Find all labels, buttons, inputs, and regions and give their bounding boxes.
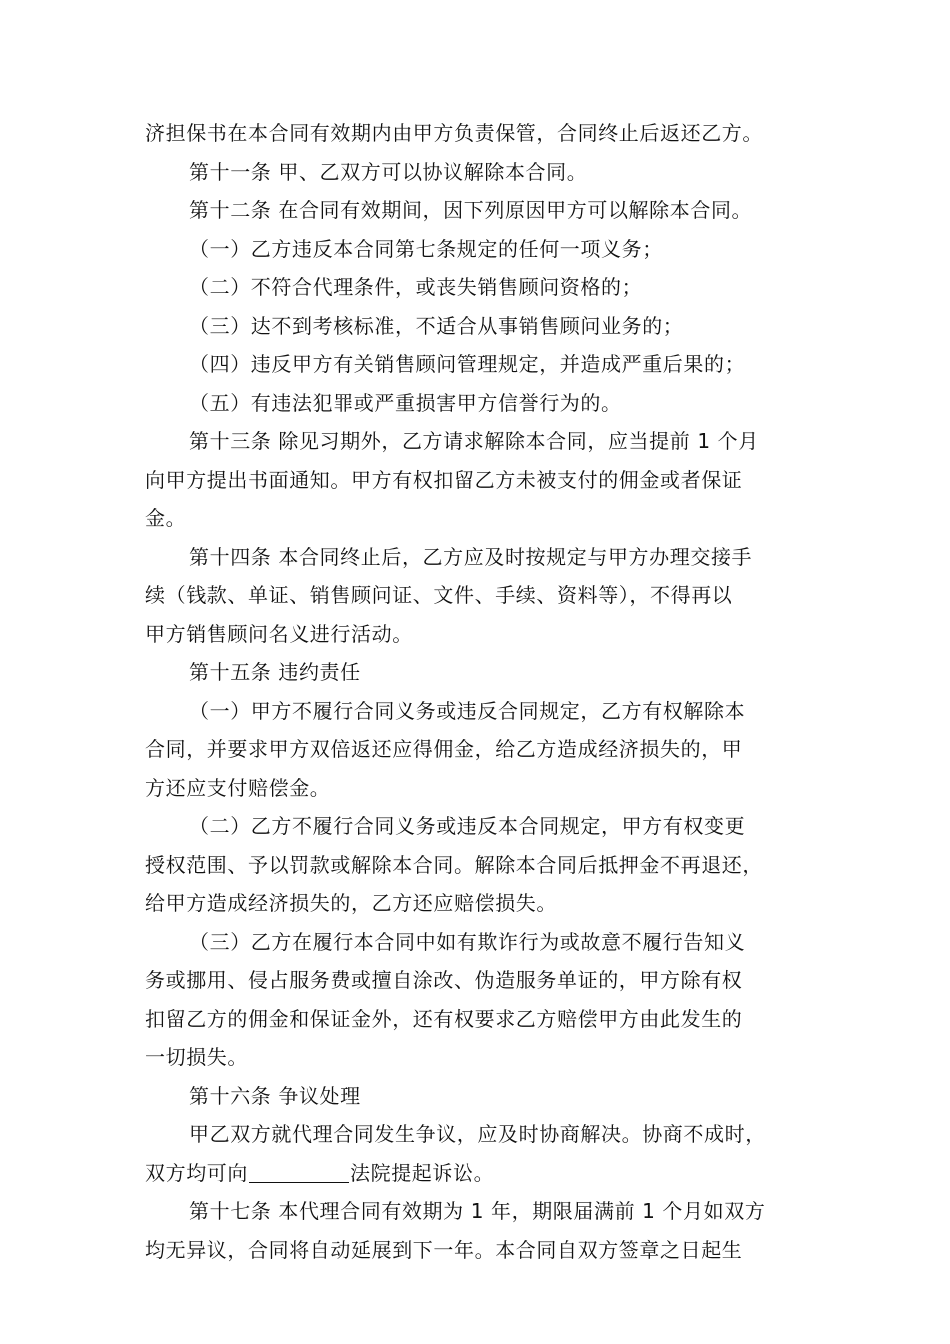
line-text: 双方均可向 — [145, 1160, 248, 1185]
text-line — [145, 653, 825, 692]
text-line — [145, 1231, 825, 1270]
line-text: 务或挪用、侵占服务费或擅自涂改、伪造服务单证的，甲方除有权 — [145, 968, 743, 992]
line-text: 向甲方提出书面通知。甲方有权扣留乙方未被支付的佣金或者保证 — [145, 467, 743, 492]
line-text: （四）违反甲方有关销售顾问管理规定，并造成严重后果的； — [189, 352, 746, 376]
line-text: 第十四条 本合同终止后，乙方应及时按规定与甲方办理交接手 — [189, 544, 753, 569]
line-text: 甲方销售顾问名义进行活动。 — [145, 621, 413, 646]
text-line — [145, 1077, 825, 1116]
line-text: （二）不符合代理条件，或丧失销售顾问资格的； — [189, 275, 643, 299]
text-line — [145, 230, 825, 269]
line-text: 金。 — [145, 506, 187, 530]
line-text: 济担保书在本合同有效期内由甲方负责保管，合同终止后返还乙方。 — [145, 121, 763, 145]
line-text: （三）达不到考核标准，不适合从事销售顾问业务的； — [189, 313, 684, 338]
text-line — [145, 422, 825, 461]
line-text: 一切损失。 — [145, 1045, 248, 1069]
line-text: （二）乙方不履行合同义务或违反本合同规定，甲方有权变更 — [189, 814, 746, 838]
text-line — [145, 730, 825, 769]
text-line — [145, 1115, 825, 1154]
text-line — [145, 268, 825, 307]
line-text: 第十七条 本代理合同有效期为 1 年，期限届满前 1 个月如双方 — [189, 1199, 766, 1223]
text-line — [145, 191, 825, 230]
text-line — [145, 923, 825, 962]
text-line — [145, 884, 825, 923]
text-line — [145, 384, 825, 423]
fill-in-blank — [249, 1160, 349, 1183]
text-line — [145, 1192, 825, 1231]
line-text: 给甲方造成经济损失的，乙方还应赔偿损失。 — [145, 891, 557, 915]
line-text: 授权范围、予以罚款或解除本合同。解除本合同后抵押金不再退还， — [145, 852, 763, 877]
line-text: 合同，并要求甲方双倍返还应得佣金，给乙方造成经济损失的，甲 — [145, 737, 743, 761]
line-text: 扣留乙方的佣金和保证金外，还有权要求乙方赔偿甲方由此发生的 — [145, 1006, 743, 1031]
text-line — [145, 692, 825, 731]
text-line — [145, 153, 825, 192]
line-text: 均无异议，合同将自动延展到下一年。本合同自双方签章之日起生 — [145, 1237, 743, 1262]
text-line — [145, 499, 825, 538]
line-text: 第十六条 争议处理 — [189, 1083, 361, 1108]
line-text: （一）乙方违反本合同第七条规定的任何一项义务； — [189, 236, 663, 261]
document-body — [145, 114, 825, 1269]
text-line — [145, 1000, 825, 1039]
line-text: 第十二条 在合同有效期间，因下列原因甲方可以解除本合同。 — [189, 198, 753, 222]
text-line — [145, 769, 825, 808]
line-text: 第十三条 除见习期外，乙方请求解除本合同，应当提前 1 个月 — [189, 429, 759, 453]
line-text: （三）乙方在履行本合同中如有欺诈行为或故意不履行告知义 — [189, 929, 746, 954]
text-line — [145, 114, 825, 153]
text-line — [145, 345, 825, 384]
text-line — [145, 307, 825, 346]
text-line — [145, 961, 825, 1000]
text-line — [145, 461, 825, 500]
text-line — [145, 576, 825, 615]
line-text: 甲乙双方就代理合同发生争议，应及时协商解决。协商不成时， — [189, 1122, 766, 1146]
text-line — [145, 615, 825, 654]
line-text: 第十五条 违约责任 — [189, 660, 361, 684]
text-line — [145, 807, 825, 846]
line-text: （五）有违法犯罪或严重损害甲方信誉行为的。 — [189, 390, 622, 415]
line-text: 方还应支付赔偿金。 — [145, 775, 331, 800]
line-text: 第十一条 甲、乙双方可以协议解除本合同。 — [189, 159, 588, 184]
text-line — [145, 1038, 825, 1077]
text-line — [145, 1154, 825, 1193]
line-text: （一）甲方不履行合同义务或违反合同规定，乙方有权解除本 — [189, 698, 746, 723]
text-line — [145, 538, 825, 577]
text-line — [145, 846, 825, 885]
line-text: 续（钱款、单证、销售顾问证、文件、手续、资料等），不得再以 — [145, 583, 733, 607]
line-text-after-blank: 法院提起诉讼。 — [350, 1160, 495, 1185]
